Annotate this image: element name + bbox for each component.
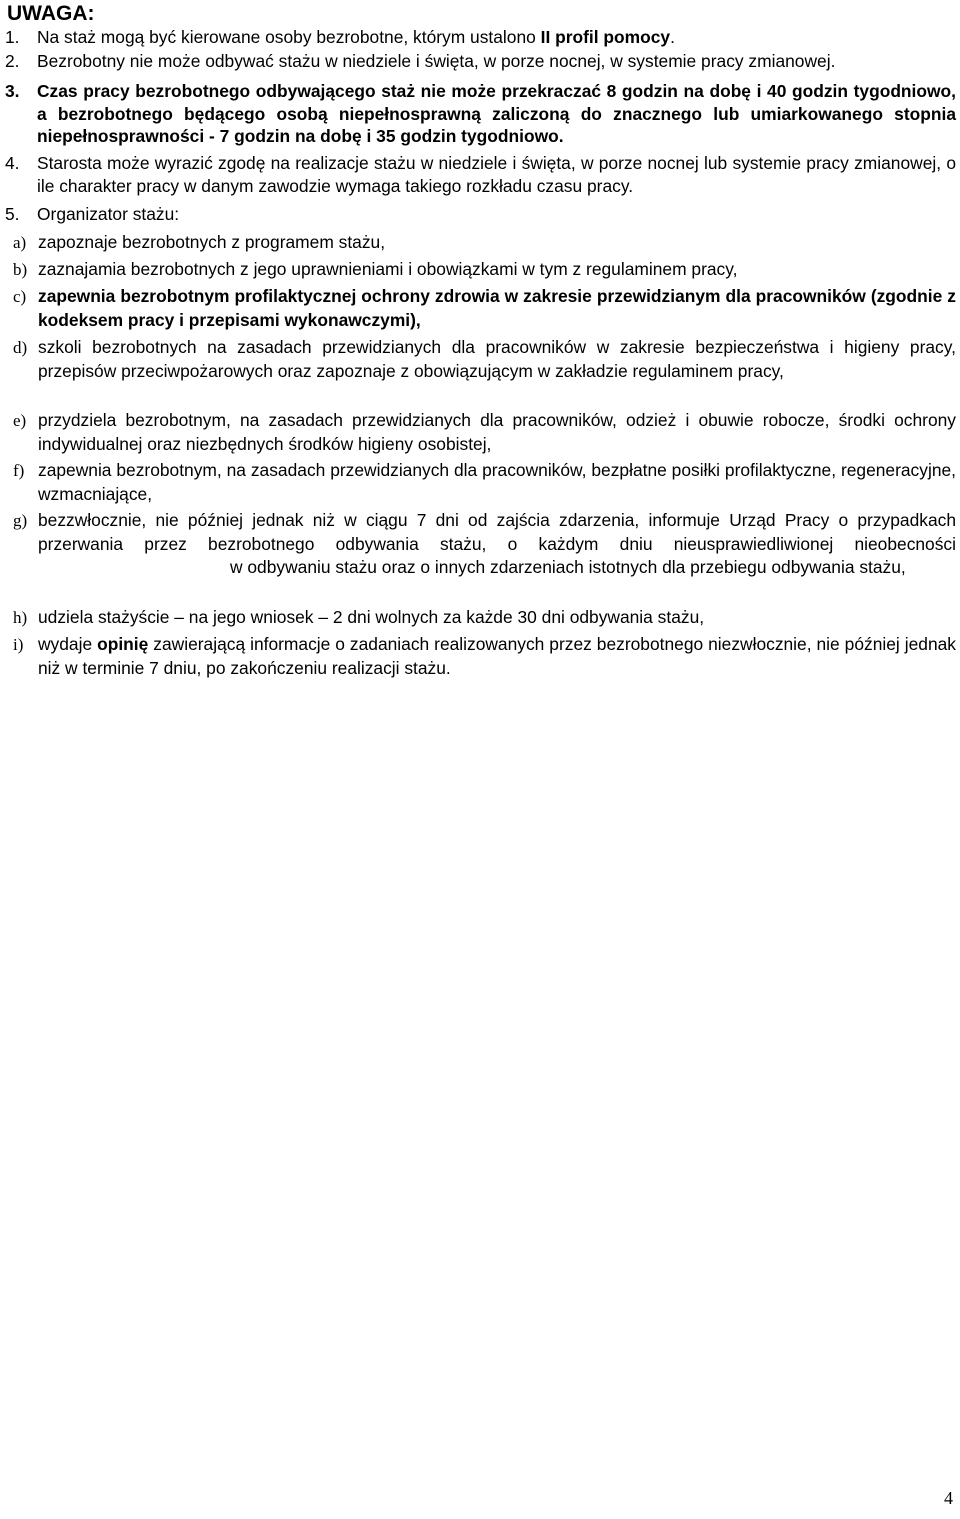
subitem-text: wydaje opinię zawierającą informacje o zadaniach realizowanych przez bezrobotnego niezwłocznie, nie później jednak niż w terminie 7 dniu, po zakończeniu realizacji stażu. <box>38 634 957 678</box>
subitem-text: zapewnia bezrobotnym, na zasadach przewidzianych dla pracowników, bezpłatne posiłki profilaktyczne, regeneracyjne, wzmacniające, <box>38 460 956 504</box>
subitem-text: udziela stażyście – na jego wniosek – 2 dni wolnych za każde 30 dni odbywania stażu, <box>38 607 705 627</box>
subitem-letter: d) <box>13 338 28 357</box>
subitem-bold-text: opinię <box>97 634 149 654</box>
subitem-letter: a) <box>13 233 27 252</box>
subitem-i <box>11 633 956 680</box>
item-number: 1. <box>5 27 20 47</box>
subitem-text: szkoli bezrobotnych na zasadach przewidzianych dla pracowników w zakresie bezpieczeństwa i higieny pracy, przepisów przeciwpożarowych oraz zapoznaje z obowiązującym w zakładzie regulaminem pracy, <box>38 337 956 381</box>
list-item-5 <box>5 203 956 226</box>
list-item-1 <box>5 26 956 49</box>
page-number: 4 <box>944 1488 953 1508</box>
subitem-text: zapewnia bezrobotnym profilaktycznej ochrony zdrowia w zakresie przewidzianym dla pracowników (zgodnie z kodeksem pracy i przepisami wykonawczymi), <box>38 286 956 330</box>
subitem-letter: e) <box>13 411 27 430</box>
item-bold-text: II profil pomocy <box>540 27 671 47</box>
subitem-text: zaznajamia bezrobotnych z jego uprawnieniami i obowiązkami w tym z regulaminem pracy, <box>38 259 738 279</box>
item-text: Bezrobotny nie może odbywać stażu w niedziele i święta, w porze nocnej, w systemie pracy zmianowej. <box>37 51 836 71</box>
list-item-2 <box>5 50 956 73</box>
subitem-letter: c) <box>13 287 27 306</box>
subitem-letter: h) <box>13 608 28 627</box>
subitem-letter: g) <box>13 511 28 530</box>
subitem-text: przydziela bezrobotnym, na zasadach przewidzianych dla pracowników, odzież i obuwie robocze, środki ochrony indywidualnej oraz niezbędnych środków higieny osobistej, <box>38 410 956 454</box>
subitem-d <box>11 336 956 383</box>
subitem-letter: b) <box>13 260 28 279</box>
item-number: 5. <box>5 204 20 224</box>
subitem-letter: i) <box>13 635 24 654</box>
subitem-text: bezzwłocznie, nie później jednak niż w ciągu 7 dni od zajścia zdarzenia, informuje Urząd Pracy o przypadkach przerwania przez bezrobotnego odbywania stażu, o każdym dniu nieusprawiedliwionej nieobecnościw odbywaniu stażu oraz o innych zdarzeniach istotnych dla przebiegu odbywania stażu, <box>38 510 956 577</box>
subitem-c <box>11 285 956 332</box>
page-heading: UWAGA: <box>7 2 95 25</box>
list-item-4 <box>5 152 956 197</box>
item-text: Na staż mogą być kierowane osoby bezrobotne, którym ustalono II profil pomocy. <box>37 27 675 47</box>
item-number: 4. <box>5 153 20 173</box>
item-number: 3. <box>5 81 20 101</box>
item-text: Starosta może wyrazić zgodę na realizacje stażu w niedziele i święta, w porze nocnej lub systemie pracy zmianowej, o ile charakter pracy w danym zawodzie wymaga takiego rozkładu czasu pracy. <box>37 153 956 196</box>
subitem-h <box>11 606 956 630</box>
list-item-3 <box>5 80 956 148</box>
item-text: Organizator stażu: <box>37 204 180 224</box>
subitem-f <box>11 459 956 506</box>
subitem-text: zapoznaje bezrobotnych z programem stażu, <box>38 232 386 252</box>
item-number: 2. <box>5 51 20 71</box>
subitem-b <box>11 258 956 282</box>
subitem-letter: f) <box>13 461 25 480</box>
subitem-g <box>11 509 956 580</box>
subitem-e <box>11 409 956 456</box>
item-text: Czas pracy bezrobotnego odbywającego staż nie może przekraczać 8 godzin na dobę i 40 godzin tygodniowo, a bezrobotnego będącego osobą niepełnosprawną zaliczoną do znacznego lub umiarkowanego stopnia niepełnosprawności - 7 godzin na dobę i 35 godzin tygodniowo. <box>37 81 956 146</box>
subitem-a <box>11 231 956 255</box>
